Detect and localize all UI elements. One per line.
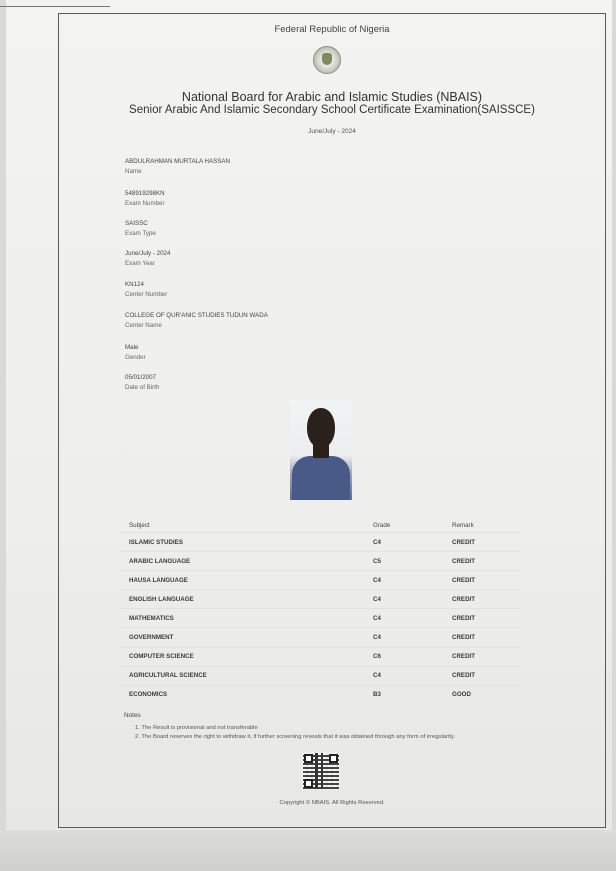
note-item: 1. The Result is provisional and not transferable bbox=[135, 725, 258, 731]
center-number bbox=[125, 281, 167, 299]
field-label: Date of Birth bbox=[125, 384, 160, 391]
grade-cell: C4 bbox=[373, 634, 381, 642]
paper-crease bbox=[0, 0, 110, 7]
candidate-photo bbox=[290, 400, 352, 500]
qr-code-icon bbox=[302, 752, 340, 790]
notes-title: Notes bbox=[124, 712, 141, 719]
remark-cell: CREDIT bbox=[452, 614, 476, 622]
field-label: Exam Type bbox=[125, 230, 156, 237]
subject-cell: GOVERNMENT bbox=[129, 634, 174, 642]
qr-finder-pattern bbox=[329, 754, 338, 763]
subject-cell: ISLAMIC STUDIES bbox=[129, 538, 183, 546]
table-row bbox=[120, 647, 520, 666]
date-of-birth bbox=[125, 374, 159, 392]
table-row bbox=[120, 533, 520, 552]
field-value: ABDULRAHMAN MURTALA HASSAN bbox=[125, 158, 230, 165]
table-row bbox=[120, 609, 520, 628]
table-row bbox=[120, 590, 520, 609]
field-label: Center Name bbox=[125, 322, 162, 329]
board-title: National Board for Arabic and Islamic Studies (NBAIS) bbox=[181, 90, 483, 104]
subject-cell: ECONOMICS bbox=[129, 691, 168, 699]
subject-cell: AGRICULTURAL SCIENCE bbox=[129, 672, 207, 680]
photo-head bbox=[307, 408, 335, 448]
subject-header: Subject bbox=[129, 521, 150, 529]
exam-session: June/July - 2024 bbox=[308, 128, 356, 135]
subject-cell: ENGLISH LANGUAGE bbox=[129, 595, 194, 603]
remark-cell: CREDIT bbox=[452, 595, 476, 603]
gender bbox=[125, 344, 146, 362]
subject-cell: MATHEMATICS bbox=[129, 614, 174, 622]
field-value: 05/01/2007 bbox=[125, 374, 156, 381]
exam-year bbox=[125, 250, 170, 268]
remark-cell: CREDIT bbox=[452, 634, 476, 642]
field-value: KN124 bbox=[125, 281, 144, 288]
nbais-seal-icon bbox=[313, 46, 341, 74]
table-row bbox=[120, 685, 520, 704]
grade-header: Grade bbox=[373, 521, 391, 529]
results-header-row bbox=[120, 518, 520, 533]
subject-cell: HAUSA LANGUAGE bbox=[129, 576, 188, 584]
exam-title: Senior Arabic And Islamic Secondary School Certificate Examination(SAISSCE) bbox=[129, 104, 535, 116]
subject-cell: COMPUTER SCIENCE bbox=[129, 653, 194, 661]
grade-cell: C4 bbox=[373, 614, 381, 622]
field-label: Exam Number bbox=[125, 200, 165, 207]
remark-header: Remark bbox=[452, 521, 474, 529]
table-row bbox=[120, 666, 520, 685]
remark-cell: CREDIT bbox=[452, 672, 476, 680]
remark-cell: CREDIT bbox=[452, 557, 476, 565]
field-value: 548919298KN bbox=[125, 190, 165, 197]
grade-cell: C6 bbox=[373, 653, 381, 661]
qr-finder-pattern bbox=[304, 779, 313, 788]
remark-cell: CREDIT bbox=[452, 576, 476, 584]
field-label: Name bbox=[125, 168, 142, 175]
table-row bbox=[120, 571, 520, 590]
field-value: COLLEGE OF QUR'ANIC STUDIES TUDUN WADA bbox=[125, 312, 268, 319]
field-value: Male bbox=[125, 344, 139, 351]
exam-number bbox=[125, 190, 165, 208]
grade-cell: C4 bbox=[373, 595, 381, 603]
qr-finder-pattern bbox=[304, 754, 313, 763]
grade-cell: C4 bbox=[373, 576, 381, 584]
field-value: June/July - 2024 bbox=[125, 250, 171, 257]
table-row bbox=[120, 552, 520, 571]
grade-cell: C4 bbox=[373, 538, 381, 546]
table-row bbox=[120, 628, 520, 647]
grade-cell: C4 bbox=[373, 672, 381, 680]
grade-cell: B3 bbox=[373, 691, 381, 699]
candidate-name bbox=[125, 158, 230, 176]
notes-list bbox=[135, 724, 455, 742]
field-value: SAISSC bbox=[125, 220, 148, 227]
note-item: 2. The Board reserves the right to withdraw it, if further screening reveals that it was obtained through any form of irregularity. bbox=[135, 734, 456, 740]
photo-shirt bbox=[292, 456, 350, 500]
subject-cell: ARABIC LANGUAGE bbox=[129, 557, 191, 565]
grade-cell: C5 bbox=[373, 557, 381, 565]
remark-cell: CREDIT bbox=[452, 653, 476, 661]
field-label: Exam Year bbox=[125, 260, 155, 267]
copyright-text: Copyright © NBAIS. All Rights Reserved. bbox=[279, 800, 385, 806]
country-title: Federal Republic of Nigeria bbox=[274, 24, 390, 35]
results-table bbox=[120, 518, 520, 704]
field-label: Center Number bbox=[125, 291, 168, 298]
field-label: Gender bbox=[125, 354, 146, 361]
exam-type bbox=[125, 220, 156, 238]
remark-cell: CREDIT bbox=[452, 538, 476, 546]
remark-cell: GOOD bbox=[452, 691, 471, 699]
center-name bbox=[125, 312, 268, 330]
scan-shadow bbox=[0, 830, 616, 871]
